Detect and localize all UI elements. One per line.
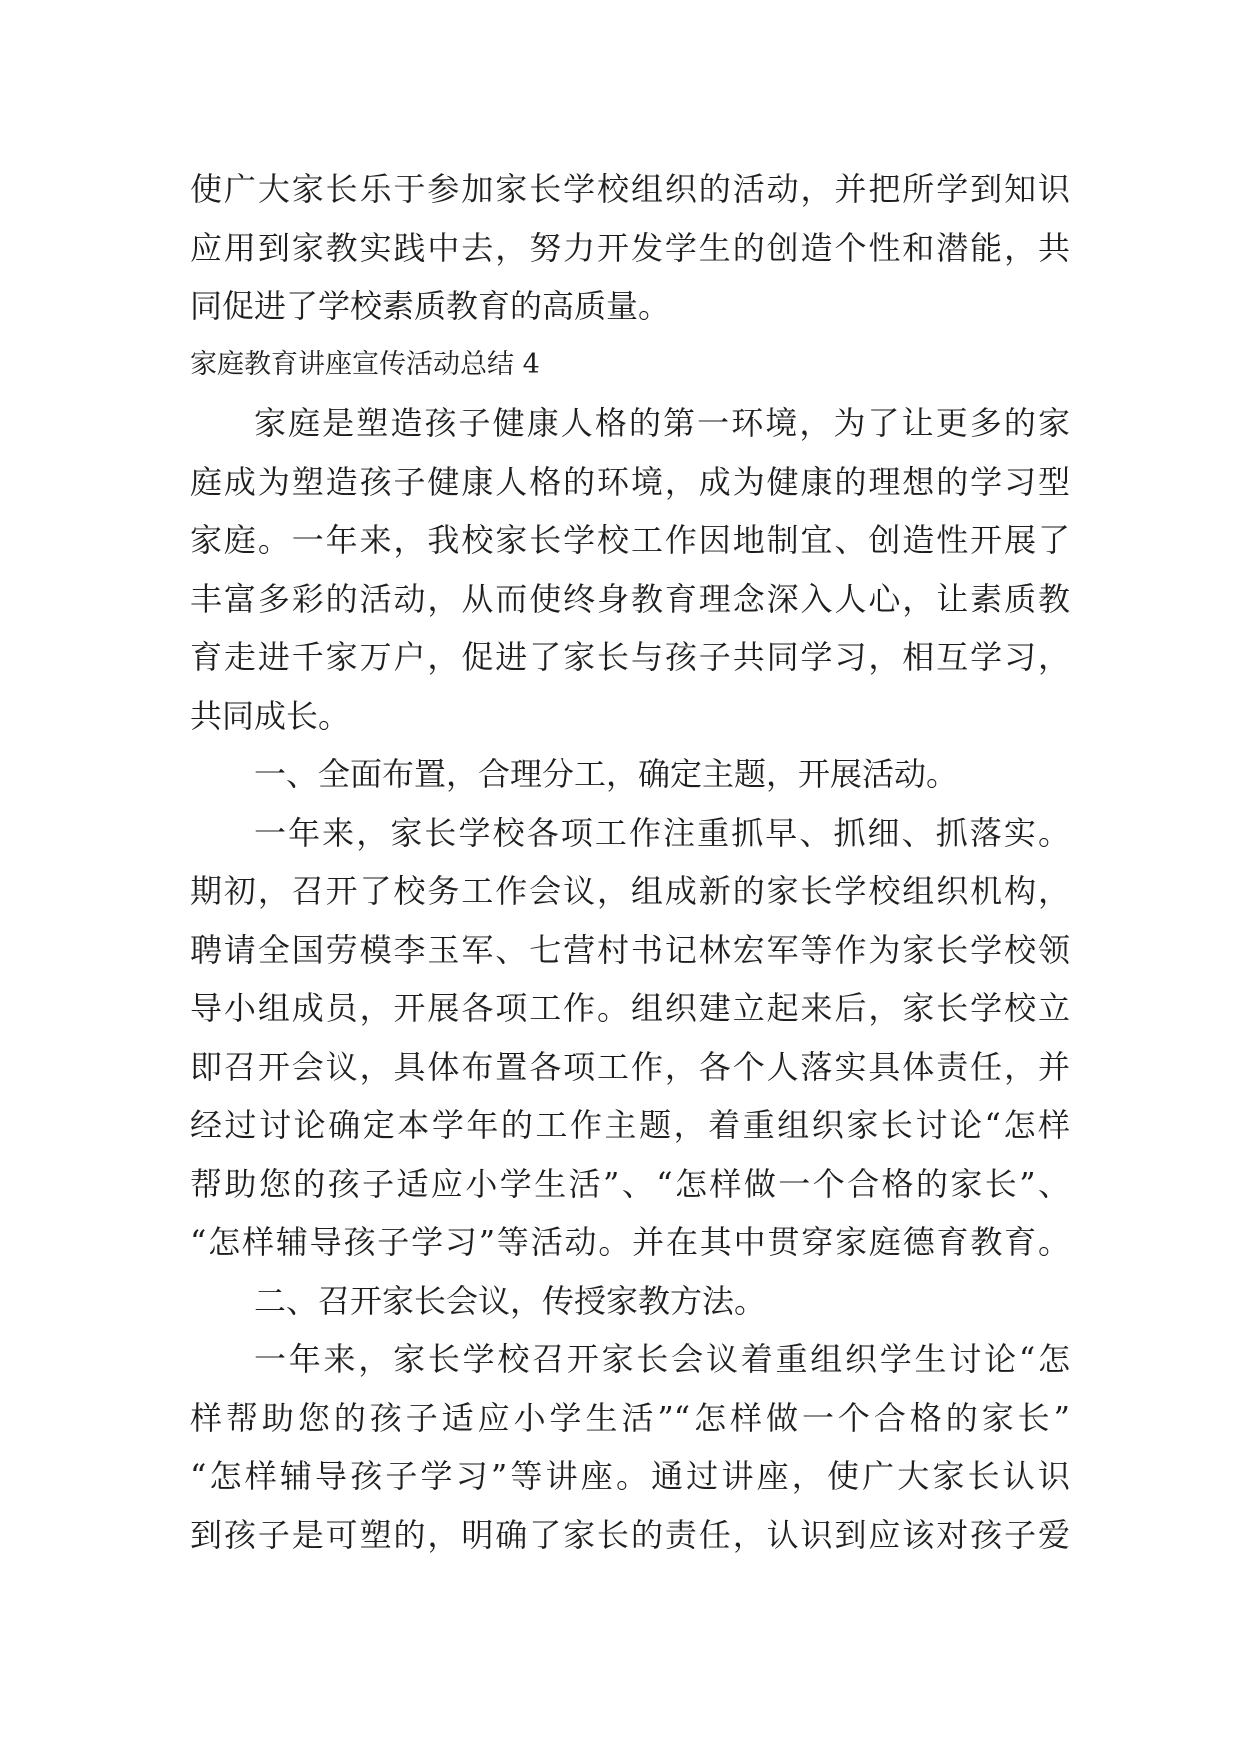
text-line: “怎样辅导孩子学习”等讲座。通过讲座，使广大家长认识: [190, 1457, 1070, 1495]
text-line: 一年来，家长学校各项工作注重抓早、抓细、抓落实。: [254, 813, 1070, 852]
section-heading: 家庭教育讲座宣传活动总结 4: [190, 348, 540, 380]
text-line: 聘请全国劳模李玉军、七营村书记林宏军等作为家长学校领: [190, 930, 1070, 969]
text-line: 即召开会议，具体布置各项工作，各个人落实具体责任，并: [190, 1047, 1070, 1086]
text-line: 育走进千家万户，促进了家长与孩子共同学习，相互学习，: [190, 638, 1070, 676]
subsection-heading: 二、召开家长会议，传授家教方法。: [254, 1281, 767, 1320]
text-line: 同促进了学校素质教育的高质量。: [190, 287, 671, 325]
text-line: 期初，召开了校务工作会议，组成新的家长学校组织机构，: [190, 872, 1070, 910]
document-body: [190, 160, 1070, 1564]
text-line: 家庭。一年来，我校家长学校工作因地制宜、创造性开展了: [190, 521, 1070, 559]
text-line: 帮助您的孩子适应小学生活”、“怎样做一个合格的家长”、: [190, 1164, 1070, 1203]
text-line: 到孩子是可塑的，明确了家长的责任，认识到应该对孩子爱: [190, 1515, 1070, 1554]
text-line: 一年来，家长学校召开家长会议着重组织学生讨论“怎: [254, 1340, 1070, 1378]
text-line: 导小组成员，开展各项工作。组织建立起来后，家长学校立: [190, 989, 1070, 1027]
text-line: 应用到家教实践中去，努力开发学生的创造个性和潜能，共: [190, 228, 1070, 267]
subsection-heading: 一、全面布置，合理分工，确定主题，开展活动。: [254, 755, 959, 793]
text-line: 使广大家长乐于参加家长学校组织的活动，并把所学到知识: [190, 170, 1070, 208]
text-line: 样帮助您的孩子适应小学生活”“怎样做一个合格的家长”: [190, 1398, 1070, 1437]
text-line: 家庭是塑造孩子健康人格的第一环境，为了让更多的家: [254, 404, 1070, 442]
text-line: 丰富多彩的活动，从而使终身教育理念深入人心，让素质教: [190, 579, 1070, 618]
text-line: 共同成长。: [190, 696, 351, 735]
text-line: 经过讨论确定本学年的工作主题，着重组织家长讨论“怎样: [190, 1106, 1070, 1144]
text-line: 庭成为塑造孩子健康人格的环境，成为健康的理想的学习型: [190, 462, 1070, 501]
text-line: “怎样辅导孩子学习”等活动。并在其中贯穿家庭德育教育。: [190, 1223, 1070, 1261]
